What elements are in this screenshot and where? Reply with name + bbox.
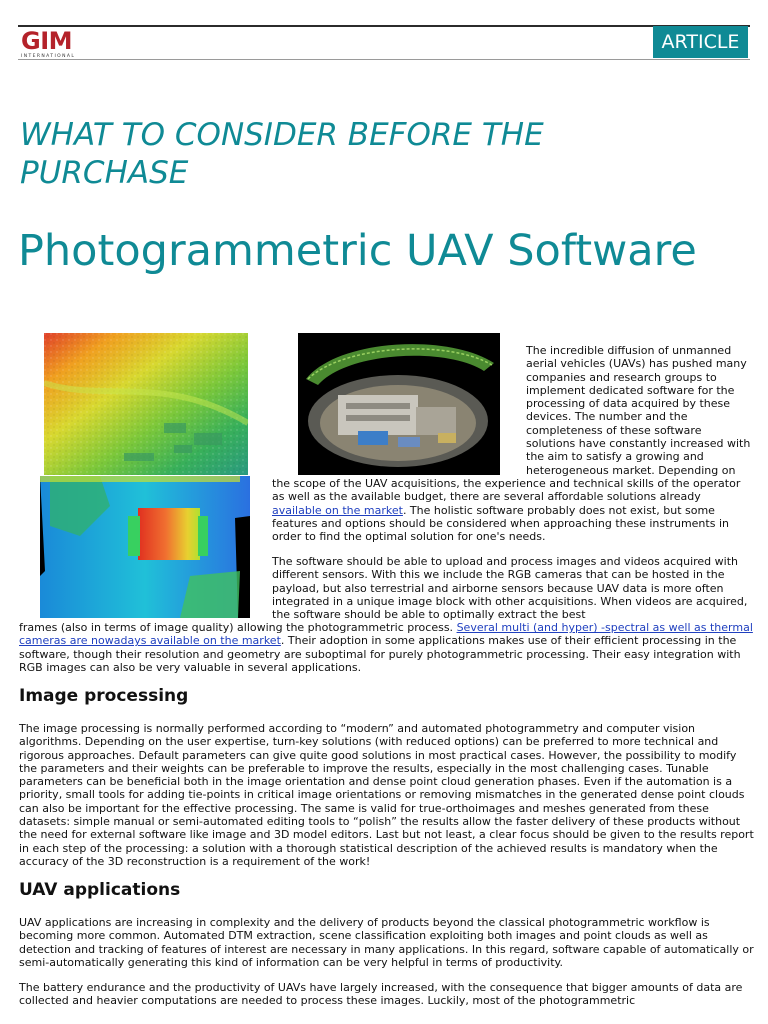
uav-applications-heading: UAV applications [19,880,181,900]
uav-applications-paragraph-2: The battery endurance and the productivity of UAVs have largely increased, with the consequence that bigger amounts of data are collected and heavier computations are needed to process these images. Luckily, most of the photogrammetric [19,981,743,1008]
intro-paragraph-2-tail: . Their adoption in some applications makes use of their efficient processing in the software, though their resolution and geometry are suboptimal for purely photogrammetric processing. Their easy integration with RGB images can also be very valuable in several applications. [19,634,741,674]
header-top-rule [18,25,750,27]
intro-paragraph-2-continuation-text: frames (also in terms of image quality) allowing the photogrammetric process. [19,621,457,634]
image-processing-paragraph: The image processing is normally performed according to “modern” and automated photogrammetry and computer vision algorithms. Depending on the user expertise, turn-key solutions (with reduced options) can be preferred to more technical and rigorous approaches. Default parameters can give quite good solutions in most practical cases. However, the possibility to modify the parameters and their weights can be preferable to improve the results, especially in the most challenging cases. Tunable parameters can be beneficial both in the image orientation and dense point cloud generation phases. Even if the automation is a priority, small tools for adding tie-points in critical image orientations or removing mismatches in the generated dense point clouds can also be important for the effective processing. The same is valid for true-orthoimages and meshes generated from these datasets: simple manual or semi-automated editing tools to “polish” the results allow the faster delivery of these products without the need for external software like image and 3D model editors. Last but not least, a clear focus should be given to the results report in each step of the processing: a solution with a thorough statistical description of the achieved results is mandatory when the accuracy of the 3D reconstruction is a requirement of the work! [19,722,754,868]
intro-paragraph-1-continuation-text: the scope of the UAV acquisitions, the experience and technical skills of the operator as well as the available budget, there are several affordable solutions already [272,477,741,504]
multispectral-cameras-link[interactable]: Several multi (and hyper) -spectral as well as thermal cameras are nowadays available on the market [19,621,753,648]
article-kicker: WHAT TO CONSIDER BEFORE THE PURCHASE [20,117,544,191]
intro-paragraph-1-tail: . The holistic software probably does not exist, but some features and options should be considered when approaching these instruments in order to find the optimal solution for one's needs. [272,503,729,544]
intro-paragraph-2-text: The software should be able to upload and process images and videos acquired with different sensors. With this we include the RGB cameras that can be hosted in the payload, but also terrestrial and airborne sensors because UAV data is more often integrated in a unique image block with other acquisitions. When videos are acquired, the software should be able to optimally extract the best [272,555,748,622]
intro-paragraph-2-continuation [19,621,759,674]
available-on-market-link[interactable]: available on the market [272,503,403,517]
logo-text: GIM [21,27,73,55]
logo-subtext: INTERNATIONAL [21,54,76,59]
dtm-color-relief-image [44,333,248,475]
intro-paragraph-1-text: The incredible diffusion of unmanned aerial vehicles (UAVs) has pushed many companies and research groups to implement dedicated software for the processing of data acquired by these devices. The number and the completeness of these software solutions have constantly increased with the aim to satisfy a growing and heterogeneous market. Depending on [526,344,751,477]
intro-paragraph-1-lead [526,344,752,477]
article-badge: ARTICLE [653,26,748,58]
dsm-building-color-image [40,476,250,618]
gim-international-logo[interactable] [21,28,75,59]
intro-paragraph-1-continuation [272,477,750,543]
image-processing-heading: Image processing [19,686,189,706]
article-title: Photogrammetric UAV Software [18,226,697,276]
page-header [0,0,768,62]
uav-applications-paragraph-1: UAV applications are increasing in complexity and the delivery of products beyond the classical photogrammetric workflow is becoming more common. Automated DTM extraction, scene classification exploiting both images and point clouds as well as detection and tracking of features of interest are necessary in many applications. In this regard, software capable of automatically or semi-automatically generating this kind of information can be very helpful in terms of productivity. [19,916,754,969]
header-bottom-rule [18,59,750,60]
intro-paragraph-2-lead [272,555,752,621]
uav-point-cloud-image [298,333,500,475]
